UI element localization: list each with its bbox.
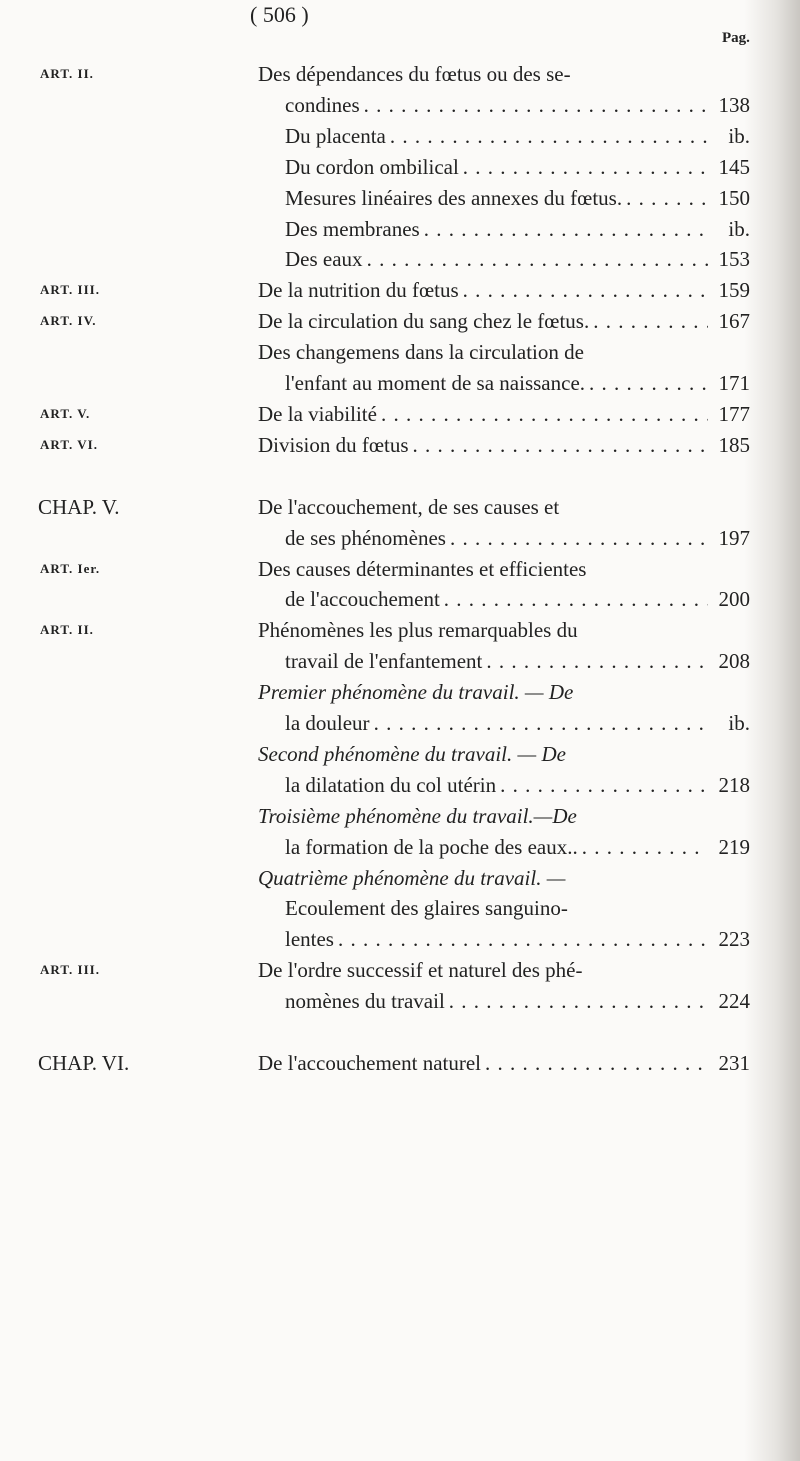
article-label: ART. II. (40, 622, 94, 638)
toc-entry (0, 371, 800, 401)
toc-entry (0, 495, 800, 525)
toc-entry (0, 989, 800, 1019)
entry-title: Des membranes (285, 216, 420, 241)
entry-page-number: 208 (718, 649, 750, 674)
entry-title: Du cordon ombilical (285, 154, 459, 179)
leader-dots (381, 402, 708, 427)
toc-entry (0, 1051, 800, 1081)
toc-entry (0, 124, 800, 154)
leader-dots (593, 309, 708, 334)
entry-title: Premier phénomène du travail. — De (258, 680, 574, 705)
entry-page-number: 200 (718, 587, 750, 612)
toc-entry (0, 835, 800, 865)
leader-dots (338, 927, 708, 952)
entry-page-number: 224 (718, 989, 750, 1014)
leader-dots (626, 186, 708, 211)
entry-title: condines (285, 92, 360, 117)
toc-entry (0, 680, 800, 710)
article-label: ART. Ier. (40, 560, 101, 576)
entry-title: Des eaux (285, 247, 363, 272)
toc-entry (0, 649, 800, 679)
toc-entry (0, 804, 800, 834)
entry-title: la formation de la poche des eaux.. (285, 834, 578, 859)
entry-title: De l'accouchement naturel (258, 1051, 482, 1075)
toc-entry (0, 711, 800, 741)
entry-title: Mesures linéaires des annexes du fœtus. (285, 185, 623, 210)
entry-title: lentes (285, 927, 334, 952)
entry-title: Division du fœtus (258, 432, 409, 457)
entry-page-number: ib. (728, 216, 750, 241)
entry-page-number: ib. (728, 711, 750, 735)
leader-dots (486, 649, 708, 674)
article-label: ART. III. (40, 282, 100, 298)
entry-title: Des changemens dans la circulation de (258, 340, 584, 365)
entry-title: Des causes déterminantes et efficientes (258, 556, 587, 581)
entry-page-number: 167 (718, 309, 750, 334)
entry-title: De l'accouchement, de ses causes et (258, 494, 560, 519)
leader-dots (485, 1051, 708, 1076)
entry-title: de l'accouchement (285, 587, 440, 612)
entry-title: nomènes du travail (285, 989, 445, 1014)
entry-title: Des dépendances du fœtus ou des se- (258, 62, 571, 86)
entry-title: Phénomènes les plus remarquables du (258, 618, 578, 643)
toc-entry (0, 402, 800, 432)
article-label: ART. II. (40, 66, 94, 81)
entry-title: la douleur (285, 711, 370, 735)
entry-page-number: 150 (718, 185, 750, 210)
entry-title: Ecoulement des glaires sanguino- (285, 896, 568, 921)
entry-page-number: 223 (718, 927, 750, 952)
toc-entry (0, 526, 800, 556)
chapter-label: CHAP. V. (38, 494, 120, 519)
chapter-label: CHAP. VI. (38, 1051, 130, 1075)
toc-entry (0, 186, 800, 216)
toc-entry (0, 278, 800, 308)
leader-dots (444, 587, 708, 612)
entry-title: Quatrième phénomène du travail. — (258, 865, 566, 890)
page-column-label: Pag. (722, 30, 750, 46)
toc-entry (0, 587, 800, 617)
toc-entry (0, 340, 800, 370)
leader-dots (450, 526, 708, 551)
entry-page-number: 197 (718, 525, 750, 550)
leader-dots (582, 835, 708, 860)
entry-title: De la circulation du sang chez le fœtus. (258, 309, 590, 334)
entry-title: De la nutrition du fœtus (258, 278, 459, 303)
toc-entry (0, 433, 800, 463)
entry-page-number: ib. (728, 123, 750, 148)
entry-page-number: 218 (718, 772, 750, 797)
toc-entry (0, 217, 800, 247)
toc-entry (0, 557, 800, 587)
entry-page-number: 185 (718, 432, 750, 457)
toc-entry (0, 927, 800, 957)
entry-title: de ses phénomènes (285, 525, 446, 550)
entry-title: De l'ordre successif et naturel des phé- (258, 958, 583, 983)
leader-dots (413, 433, 708, 458)
toc-entry (0, 618, 800, 648)
entry-page-number: 153 (718, 247, 750, 272)
leader-dots (463, 278, 708, 303)
entry-title: Du placenta (285, 123, 386, 148)
toc-entry (0, 93, 800, 123)
entry-title: Troisième phénomène du travail.—De (258, 803, 577, 828)
article-label: ART. IV. (40, 313, 97, 329)
toc-entry (0, 773, 800, 803)
article-label: ART. VI. (40, 436, 98, 452)
toc-entry (0, 866, 800, 896)
toc-entry (0, 247, 800, 277)
entry-title: l'enfant au moment de sa naissance. (285, 371, 586, 395)
entry-page-number: 159 (718, 278, 750, 303)
toc-entry (0, 896, 800, 926)
entry-title: la dilatation du col utérin (285, 772, 497, 797)
article-label: ART. V. (40, 405, 91, 421)
leader-dots (500, 773, 708, 798)
toc-entry (0, 309, 800, 339)
entry-page-number: 231 (718, 1051, 750, 1075)
leader-dots (589, 371, 708, 396)
leader-dots (390, 124, 708, 149)
toc-entry (0, 958, 800, 988)
leader-dots (374, 711, 708, 736)
page-number: ( 506 ) (250, 2, 309, 27)
entry-page-number: 138 (718, 92, 750, 117)
entry-page-number: 177 (718, 401, 750, 426)
leader-dots (367, 247, 708, 272)
leader-dots (449, 989, 708, 1014)
toc-entry (0, 62, 800, 92)
entry-title: Second phénomène du travail. — De (258, 741, 566, 766)
entry-page-number: 171 (718, 371, 750, 395)
entry-page-number: 219 (718, 834, 750, 859)
toc-entry (0, 155, 800, 185)
toc-entry (0, 742, 800, 772)
article-label: ART. III. (40, 962, 100, 978)
leader-dots (364, 93, 708, 118)
entry-title: travail de l'enfantement (285, 649, 483, 674)
entry-page-number: 145 (718, 154, 750, 179)
leader-dots (424, 217, 708, 242)
entry-title: De la viabilité (258, 401, 377, 426)
leader-dots (463, 155, 708, 180)
